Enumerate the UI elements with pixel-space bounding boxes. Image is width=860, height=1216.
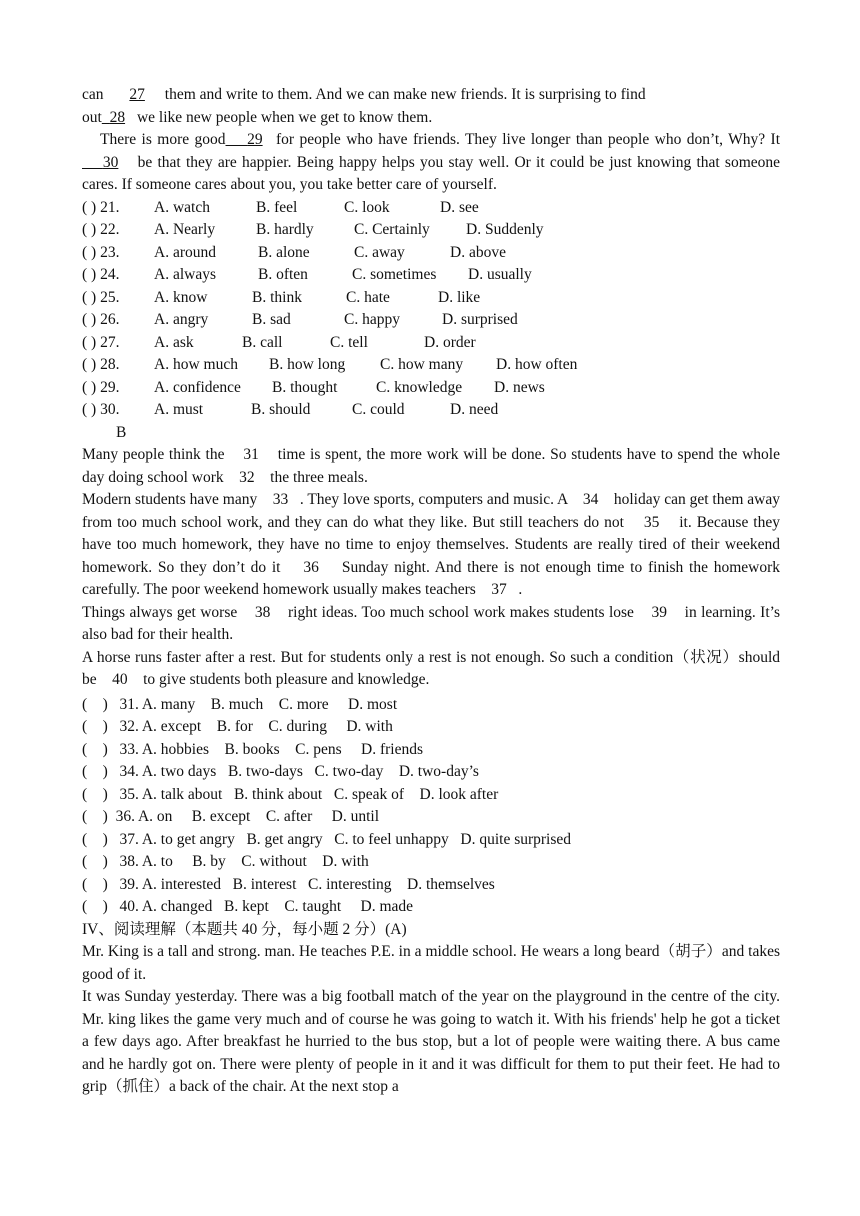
question-row	[82, 354, 780, 377]
option-c: C. look	[344, 198, 390, 216]
section-iv-heading: IV、阅读理解（本题共 40 分，每小题 2 分）(A)	[82, 920, 407, 938]
option-d: D. usually	[468, 266, 532, 283]
option-b: B. call	[242, 333, 283, 351]
question-row: ( ) 35. A. talk about B. think about C. speak of D. look after	[82, 785, 499, 803]
passage-b-p2: Modern students have many 33 . They love sports, computers and music. A 34 holiday can get them away from too much school work, and they can do what they like. But still teachers do not 35 it. Because they have too much homework, they have no time to enjoy themselves. Students are really tired of their weekend homework. So they don’t do it 36 Sunday night. And there is not enough time to finish the homework carefully. The poor weekend homework usually makes teachers 37 .	[82, 491, 784, 598]
document-page	[82, 84, 784, 1099]
blank-28-number: 28	[109, 108, 126, 126]
question-number: ( ) 25.	[82, 288, 120, 306]
question-row: ( ) 32. A. except B. for C. during D. with	[82, 718, 393, 735]
option-d: D. how often	[496, 356, 578, 373]
question-row	[82, 197, 780, 220]
question-row: ( ) 36. A. on B. except C. after D. until	[82, 808, 380, 825]
question-row	[82, 242, 780, 265]
question-row	[82, 309, 780, 332]
text-fragment: them and write to them. And we can make new friends. It is surprising to find	[164, 86, 646, 103]
question-row	[82, 399, 780, 422]
question-row: ( ) 38. A. to B. by C. without D. with	[82, 853, 369, 870]
option-d: D. like	[438, 288, 481, 306]
option-d: D. above	[450, 243, 506, 261]
text-fragment: There is more good	[100, 131, 226, 148]
option-a: A. know	[154, 288, 208, 306]
passage-a-line2	[82, 107, 780, 130]
text-fragment: for people who have friends. They live longer than people who don’t, Why? It	[276, 131, 781, 148]
reading-a-p1: Mr. King is a tall and strong. man. He teaches P.E. in a middle school. He wears a long beard（胡子）and takes good of it.	[82, 943, 780, 983]
option-c: C. hate	[346, 288, 390, 306]
question-number: ( ) 26.	[82, 311, 120, 328]
passage-a-paragraph2	[82, 129, 780, 197]
option-c: C. tell	[330, 333, 368, 351]
questions-a-list	[82, 197, 780, 422]
option-a: A. must	[154, 401, 204, 418]
option-a: A. always	[154, 266, 216, 283]
option-a: A. how much	[154, 356, 238, 373]
question-row	[82, 264, 780, 287]
option-a: A. watch	[154, 198, 210, 216]
option-c: C. Certainly	[354, 221, 430, 238]
question-row	[82, 219, 780, 242]
option-b: B. how long	[269, 356, 346, 373]
section-b-label: B	[116, 423, 127, 441]
option-b: B. feel	[256, 198, 298, 216]
option-a: A. angry	[154, 311, 209, 328]
question-number: ( ) 22.	[82, 221, 120, 238]
question-row	[82, 377, 780, 400]
passage-b-p3: Things always get worse 38 right ideas. Too much school work makes students lose 39 in learning. It’s also bad for their health.	[82, 603, 784, 643]
question-number: ( ) 27.	[82, 333, 120, 351]
option-b: B. often	[258, 266, 308, 283]
question-row	[82, 287, 780, 310]
blank-27: 27	[129, 86, 145, 103]
option-c: C. away	[354, 243, 405, 261]
option-a: A. confidence	[154, 378, 241, 396]
reading-a-p2: It was Sunday yesterday. There was a big football match of the year on the playground in the centre of the city. Mr. king likes the game very much and of course he was going to watch it. With his friends' help he got a ticket a few days ago. After breakfast he hurried to the bus stop, but a lot of people were waiting there. A bus came and he hardly got on. There were plenty of people in it and it was difficult for them to put their feet. He had to grip（抓住）a back of the chair. At the next stop a	[82, 988, 780, 1095]
blank-29-number: 29	[247, 131, 263, 148]
text-fragment: we like new people when we get to know them.	[136, 108, 433, 126]
question-number: ( ) 23.	[82, 243, 120, 261]
passage-b-p1: Many people think the 31 time is spent, the more work will be done. So students have to spend the whole day doing school work 32 the three meals.	[82, 446, 784, 486]
blank-28	[102, 109, 125, 126]
passage-b-p4: A horse runs faster after a rest. But for students only a rest is not enough. So such a condition（状况）should be 40 to give students both pleasure and knowledge.	[82, 648, 784, 688]
option-d: D. surprised	[442, 311, 518, 328]
option-b: B. alone	[258, 243, 310, 261]
question-number: ( ) 28.	[82, 356, 120, 373]
blank-29	[226, 131, 263, 148]
blank-30-number: 30	[102, 153, 119, 171]
question-number: ( ) 30.	[82, 401, 120, 418]
option-b: B. sad	[252, 311, 291, 328]
option-a: A. ask	[154, 333, 194, 351]
option-c: C. knowledge	[376, 378, 463, 396]
option-c: C. sometimes	[352, 266, 437, 283]
option-d: D. Suddenly	[466, 221, 544, 238]
option-d: D. news	[494, 378, 545, 396]
option-a: A. Nearly	[154, 221, 216, 238]
passage-a-line1	[82, 84, 780, 107]
question-number: ( ) 29.	[82, 378, 120, 396]
question-row: ( ) 33. A. hobbies B. books C. pens D. friends	[82, 740, 423, 758]
question-row: ( ) 40. A. changed B. kept C. taught D. made	[82, 898, 414, 915]
question-number: ( ) 24.	[82, 266, 120, 283]
option-a: A. around	[154, 243, 216, 261]
question-row: ( ) 37. A. to get angry B. get angry C. to feel unhappy D. quite surprised	[82, 830, 572, 848]
option-c: C. could	[352, 401, 405, 418]
option-d: D. order	[424, 333, 476, 351]
option-b: B. should	[251, 401, 311, 418]
question-row: ( ) 31. A. many B. much C. more D. most	[82, 695, 398, 713]
text-fragment: out	[82, 108, 102, 126]
option-c: C. how many	[380, 356, 464, 373]
option-d: D. need	[450, 401, 499, 418]
option-b: B. think	[252, 288, 302, 306]
option-c: C. happy	[344, 311, 400, 328]
question-row: ( ) 34. A. two days B. two-days C. two-day D. two-day’s	[82, 763, 479, 780]
option-b: B. hardly	[256, 221, 314, 238]
question-row	[82, 332, 780, 355]
option-d: D. see	[440, 198, 479, 216]
option-b: B. thought	[272, 378, 338, 396]
questions-b-list	[82, 694, 780, 919]
question-row: ( ) 39. A. interested B. interest C. interesting D. themselves	[82, 875, 495, 893]
text-fragment: can	[82, 86, 104, 103]
text-fragment: be that they are happier. Being happy helps you stay well. Or it could be just knowing that someone cares. If someone cares about you, you take better care of yourself.	[82, 153, 781, 193]
blank-30	[82, 154, 118, 171]
question-number: ( ) 21.	[82, 198, 120, 216]
